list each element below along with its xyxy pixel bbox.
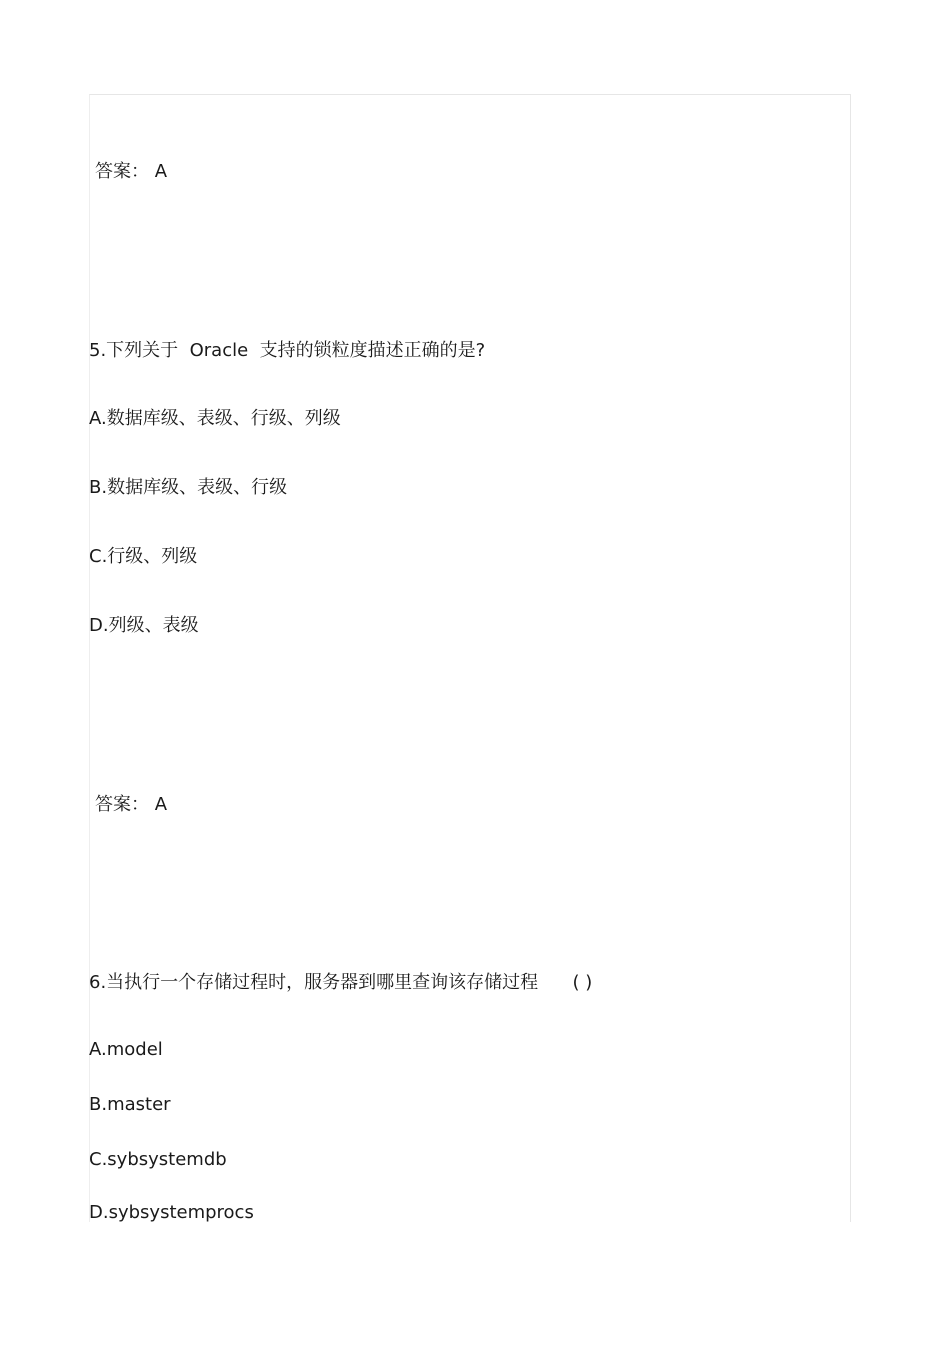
question-6-option-b: B.master	[89, 1094, 171, 1115]
question-5-option-b: B.数据库级、表级、行级	[89, 477, 288, 498]
question-5-option-d: D.列级、表级	[89, 615, 199, 636]
question-6-option-d: D.sybsystemprocs	[89, 1202, 254, 1223]
question-5-option-c: C.行级、列级	[89, 546, 198, 567]
answer-label: 答案： A	[95, 161, 168, 182]
answer-label: 答案： A	[95, 794, 168, 815]
question-6-option-a: A.model	[89, 1039, 163, 1060]
question-5-text: 5.下列关于 Oracle 支持的锁粒度描述正确的是?	[89, 340, 486, 361]
question-5-option-a: A.数据库级、表级、行级、列级	[89, 408, 341, 429]
question-6-text: 6.当执行一个存储过程时，服务器到哪里查询该存储过程 ( )	[89, 972, 593, 993]
question-6-option-c: C.sybsystemdb	[89, 1149, 227, 1170]
page-frame	[89, 94, 851, 1222]
